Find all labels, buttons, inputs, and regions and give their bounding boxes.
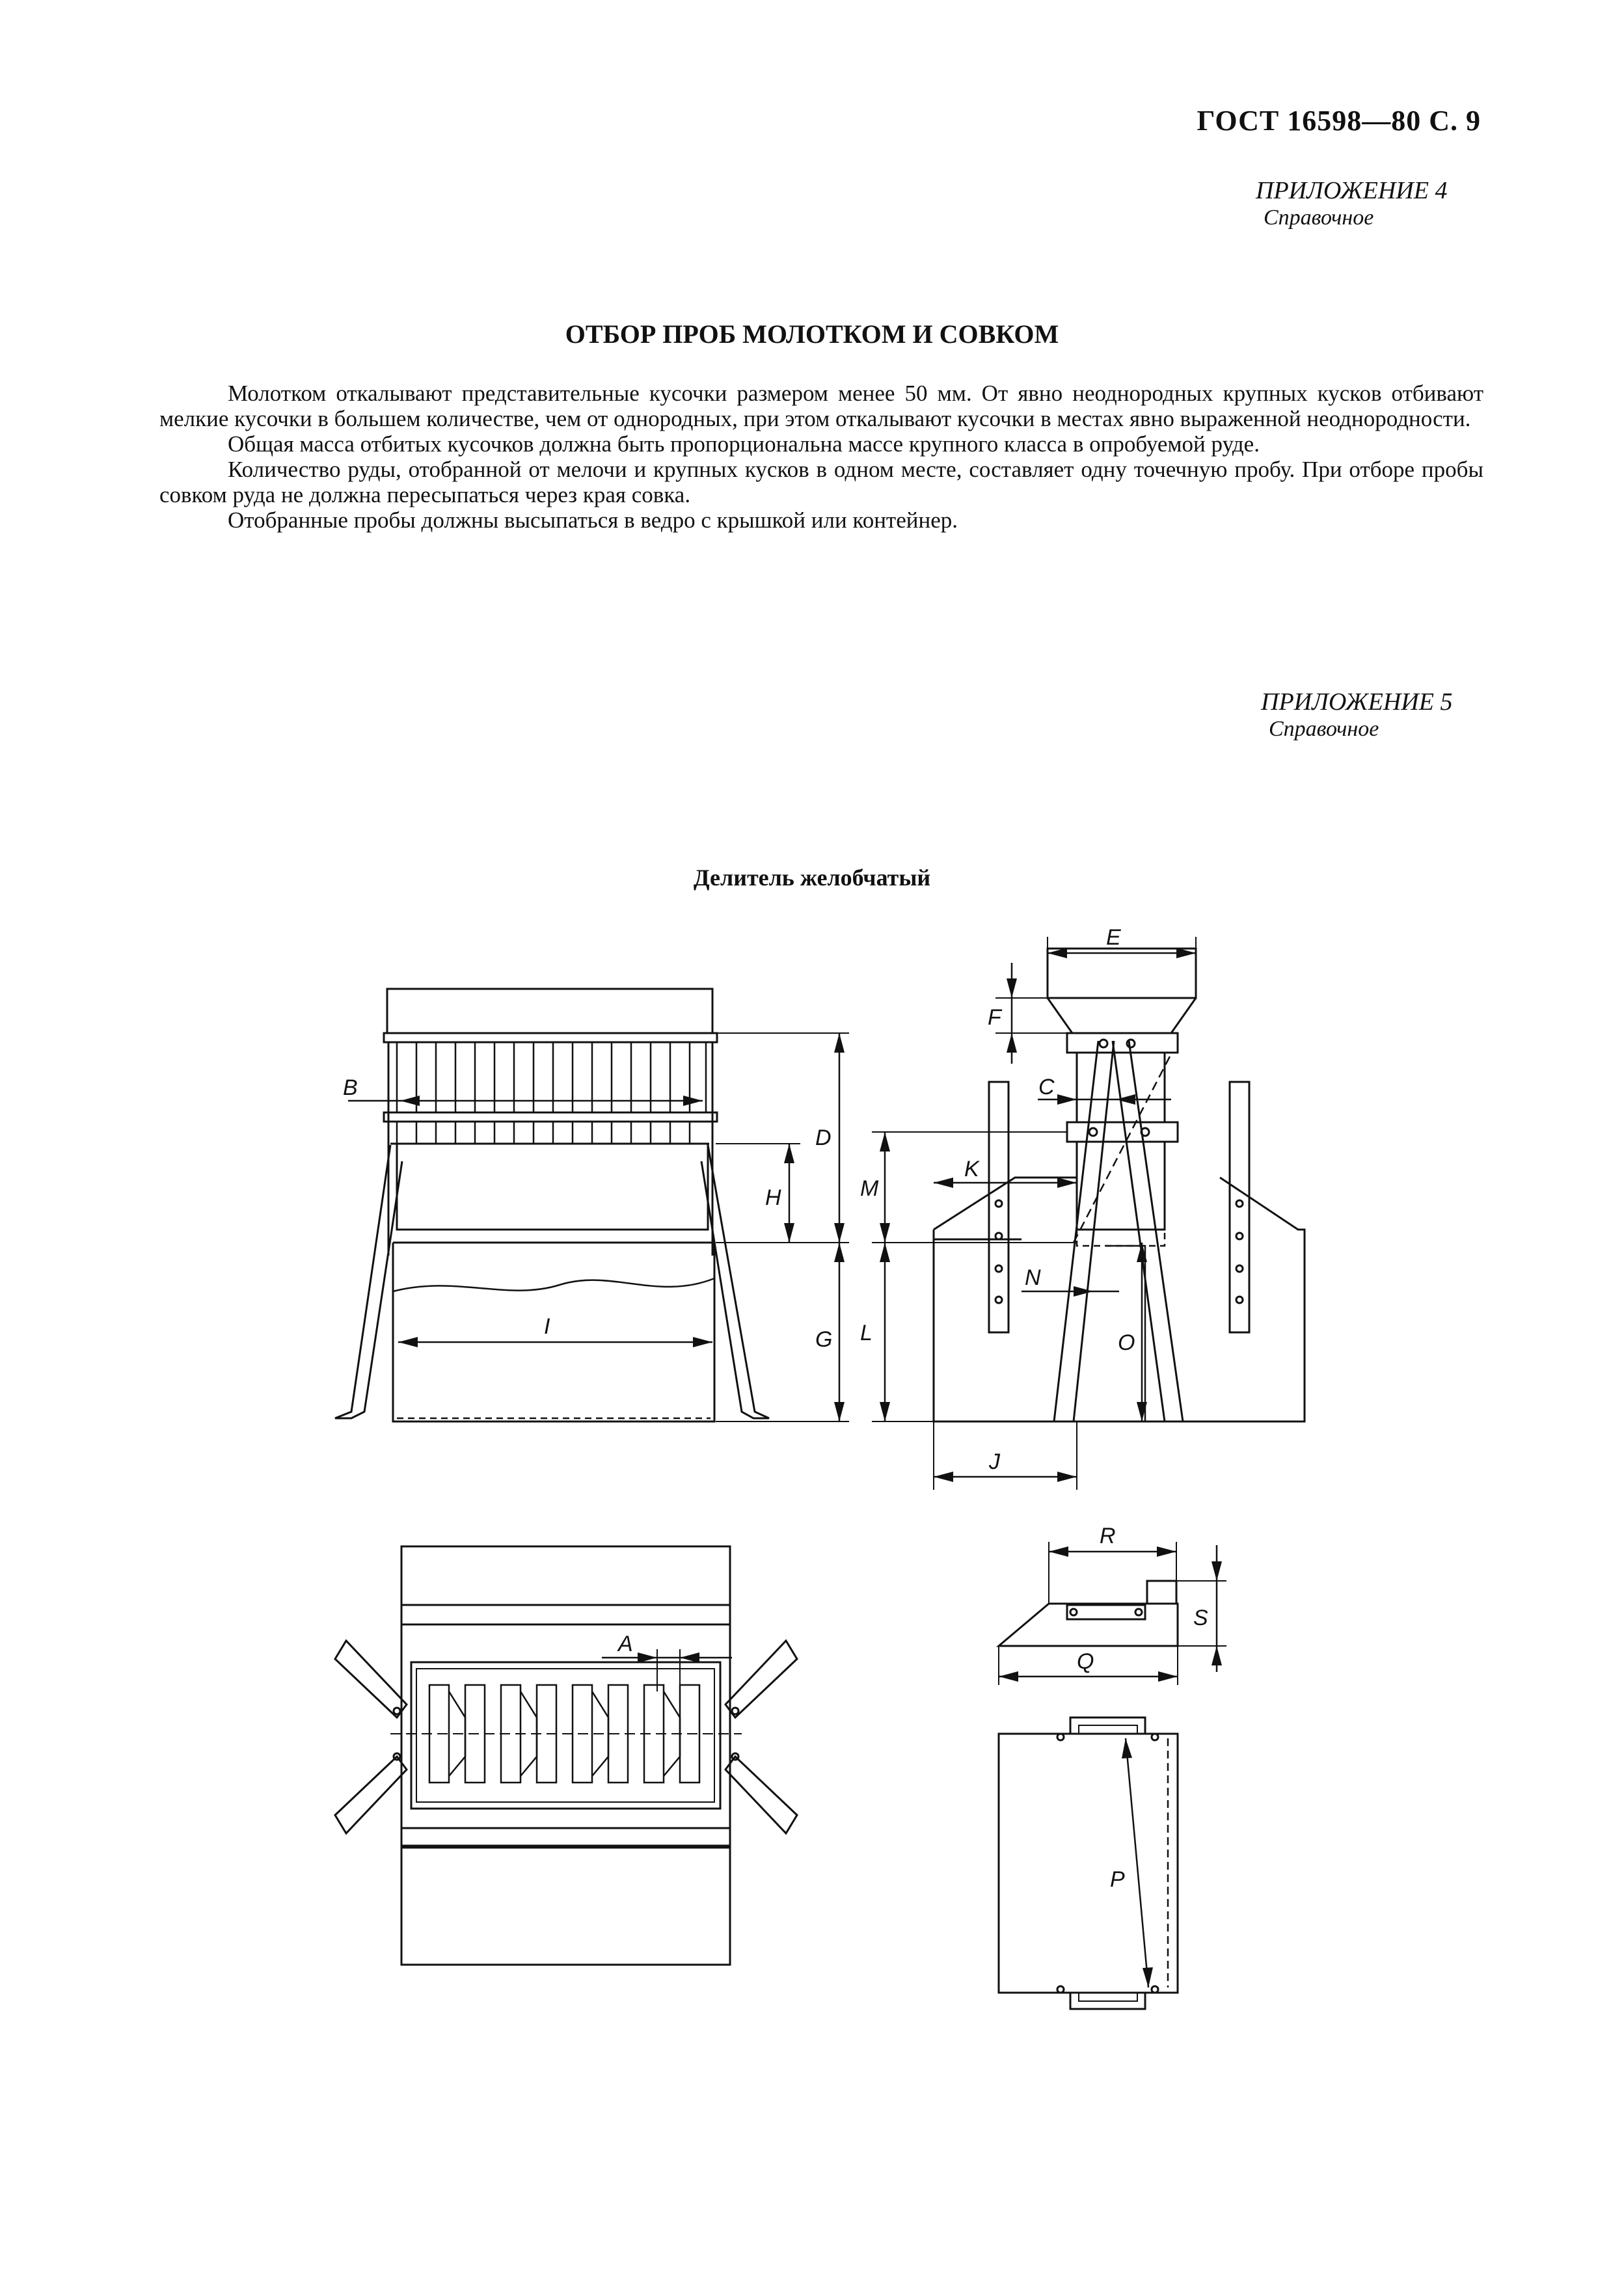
appendix-5-type: Справочное <box>1269 717 1379 741</box>
paragraph-4: Отобранные пробы должны высыпаться в ведро с крышкой или контейнер. <box>228 507 958 533</box>
dim-F: F <box>988 1005 1001 1030</box>
dim-M: M <box>860 1176 879 1201</box>
front-lower-riffles <box>397 1122 690 1144</box>
dim-Q: Q <box>1077 1649 1094 1674</box>
paragraph-1: Молотком откалывают представительные кусочки размером менее 50 мм. От явно неоднородных крупных кусков отбивают мелкие кусочки в большем количестве, чем от однородных, при этом откалывают кусочки в местах явно выраженной неоднородности. <box>159 381 1483 431</box>
dim-S: S <box>1193 1606 1208 1630</box>
appendix-4-type: Справочное <box>1264 206 1374 230</box>
figure-title: Делитель желобчатый <box>693 865 931 891</box>
dim-I: I <box>544 1314 550 1339</box>
section-title: ОТБОР ПРОБ МОЛОТКОМ И СОВКОМ <box>565 319 1059 349</box>
paragraph-2: Общая масса отбитых кусочков должна быть пропорциональна массе крупного класса в опробуемой руде. <box>228 431 1260 457</box>
dim-E: E <box>1106 925 1121 950</box>
top-view <box>335 1546 797 1965</box>
paragraph-3: Количество руды, отобранной от мелочи и крупных кусков в одном месте, составляет одну точечную пробу. При отборе пробы совком руда не должна пересыпаться через края совка. <box>159 457 1483 507</box>
dim-B: B <box>343 1075 358 1100</box>
front-view <box>335 989 849 1421</box>
dim-D: D <box>815 1125 832 1150</box>
appendix-4-label: ПРИЛОЖЕНИЕ 4 <box>1256 177 1448 204</box>
dim-H: H <box>765 1185 781 1210</box>
side-view <box>860 925 1305 1490</box>
dim-K: K <box>964 1157 979 1181</box>
pan-top-view <box>999 1717 1178 2009</box>
dim-O: O <box>1118 1330 1135 1355</box>
dim-G: G <box>815 1327 833 1352</box>
dim-C: C <box>1038 1075 1055 1099</box>
dim-L: L <box>860 1321 873 1345</box>
dim-A: A <box>618 1632 633 1656</box>
pan-side-view <box>999 1524 1226 1685</box>
dim-P: P <box>1110 1867 1125 1892</box>
dim-N: N <box>1025 1265 1041 1290</box>
dim-R: R <box>1100 1524 1116 1548</box>
dim-J: J <box>989 1449 1000 1474</box>
front-upper-riffles <box>397 1042 706 1112</box>
appendix-5-label: ПРИЛОЖЕНИЕ 5 <box>1261 688 1453 716</box>
page-header: ГОСТ 16598—80 С. 9 <box>1197 105 1481 137</box>
